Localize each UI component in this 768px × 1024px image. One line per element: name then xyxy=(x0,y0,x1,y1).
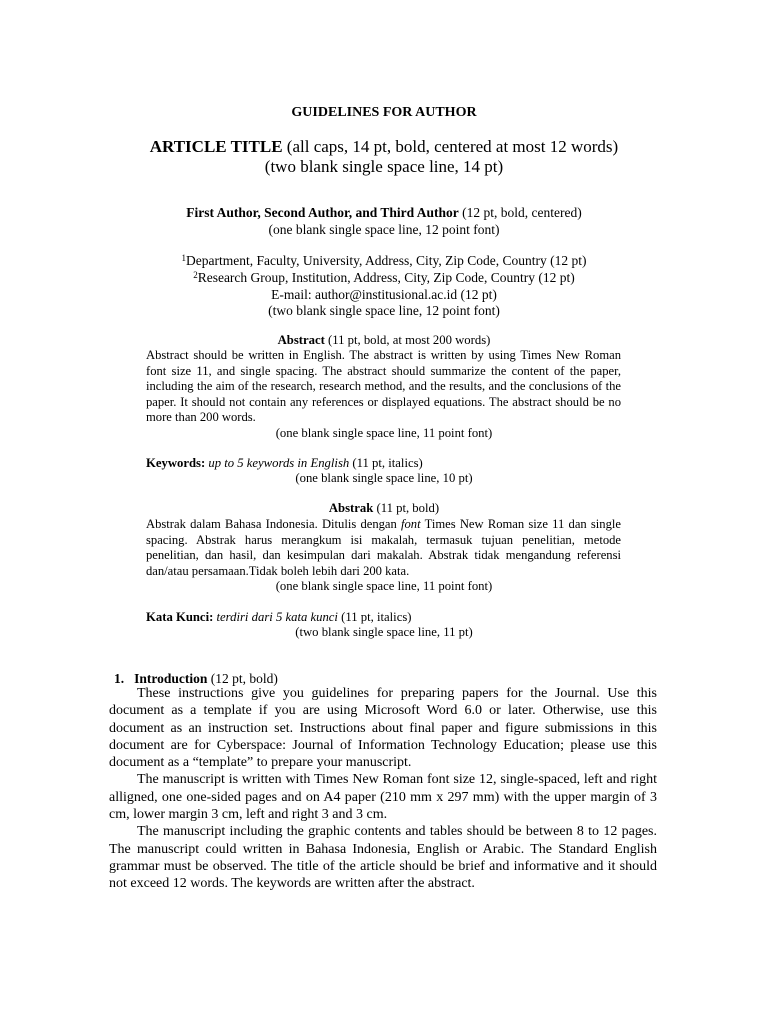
affiliation-1-text: Department, Faculty, University, Address, City, Zip Code, Country (12 pt) xyxy=(186,253,587,268)
abstrak-text-part1: Abstrak dalam Bahasa Indonesia. Ditulis dengan xyxy=(146,517,402,531)
kata-kunci-line xyxy=(146,610,412,626)
keywords-value: up to 5 keywords in English xyxy=(205,456,350,470)
kata-kunci-note: (11 pt, italics) xyxy=(337,610,412,624)
article-title-note: (all caps, 14 pt, bold, centered at most 12 words) xyxy=(282,137,619,156)
abstract-spacing-note: (one blank single space line, 11 point font) xyxy=(275,426,493,440)
abstrak-label: Abstrak xyxy=(328,501,374,515)
affiliation-2-text: Research Group, Institution, Address, City, Zip Code, Country (12 pt) xyxy=(197,270,575,285)
introduction-title-note: (12 pt, bold) xyxy=(207,671,278,686)
author-line xyxy=(0,204,768,221)
abstrak-text-italic: font xyxy=(401,517,421,531)
introduction-paragraph-3: The manuscript including the graphic contents and tables should be between 8 to 12 pages. The manuscript could written in Bahasa Indonesia, English or Arabic. The Standard English grammar must be observed. The title of the article should be brief and informative and it should not exceed 12 words. The keywords are written after the abstract. xyxy=(109,824,657,892)
article-title-bold: ARTICLE TITLE xyxy=(149,137,283,156)
introduction-title: Introduction xyxy=(134,671,208,686)
affiliation-1 xyxy=(0,252,768,269)
introduction-number: 1. xyxy=(114,671,125,686)
affiliation-2-mark: 2 xyxy=(193,270,198,280)
kata-kunci-value: terdiri dari 5 kata kunci xyxy=(213,610,338,624)
author-names: First Author, Second Author, and Third Author xyxy=(186,205,459,220)
abstrak-spacing-note: (one blank single space line, 11 point font) xyxy=(275,579,493,593)
keywords-note: (11 pt, italics) xyxy=(349,456,423,470)
abstrak-heading xyxy=(0,501,768,517)
keywords-label: Keywords: xyxy=(146,456,206,470)
author-spacing-note: (one blank single space line, 12 point font) xyxy=(268,222,500,237)
abstract-label: Abstract xyxy=(277,333,325,347)
abstract-text: Abstract should be written in English. The abstract is written by using Times New Roman font size 11, and single spacing. The abstract should summarize the content of the paper, including the aim of the research, research method, and the results, and the conclusions of the paper. It should not contain any references or displayed equations. The abstract should be no more than 200 words. xyxy=(146,348,621,424)
abstrak-text xyxy=(146,517,621,579)
author-names-note: (12 pt, bold, centered) xyxy=(458,205,582,220)
introduction-body xyxy=(109,685,657,893)
affiliation-spacing-note: (two blank single space line, 12 point font) xyxy=(268,303,500,318)
keywords-line xyxy=(146,456,423,472)
abstrak-text-part2: Times New Roman size 11 dan single spacing. Abstrak harus merangkum isi makalah, termasuk tujuan penelitian, metode penelitian, dan hasil, dan kesimpulan dari makalah. Abstrak tidak mengandung referensi dan/atau persamaan.Tidak boleh lebih dari 200 kata. xyxy=(146,517,621,578)
introduction-paragraph-2: The manuscript is written with Times New Roman font size 12, single-spaced, left and right alligned, one one-sided pages and on A4 paper (210 mm x 297 mm) with the upper margin of 3 cm, lower margin 3 cm, left and right 3 and 3 cm. xyxy=(109,772,657,823)
article-title xyxy=(0,137,768,157)
introduction-paragraph-1: These instructions give you guidelines for preparing papers for the Journal. Use this document as a template if you are using Microsoft Word 6.0 or later. Otherwise, use this document as an instruction set. Instructions about final paper and figure submissions in this document are for Cyberspace: Journal of Information Technology Education; please use this document as a “template” to prepare your manuscript. xyxy=(109,686,657,771)
affiliation-1-mark: 1 xyxy=(181,253,187,263)
affiliation-2 xyxy=(0,269,768,286)
abstrak-label-note: (11 pt, bold) xyxy=(373,501,440,515)
keywords-spacing-note: (one blank single space line, 10 pt) xyxy=(295,471,473,485)
abstract-label-note: (11 pt, bold, at most 200 words) xyxy=(324,333,491,347)
kata-kunci-label: Kata Kunci: xyxy=(146,610,214,624)
title-spacing-note: (two blank single space line, 14 pt) xyxy=(264,157,504,176)
kata-kunci-spacing-note: (two blank single space line, 11 pt) xyxy=(295,625,473,639)
email-line: E-mail: author@institusional.ac.id (12 pt) xyxy=(271,287,497,302)
abstract-heading xyxy=(0,333,768,349)
document-heading: GUIDELINES FOR AUTHOR xyxy=(291,105,477,120)
